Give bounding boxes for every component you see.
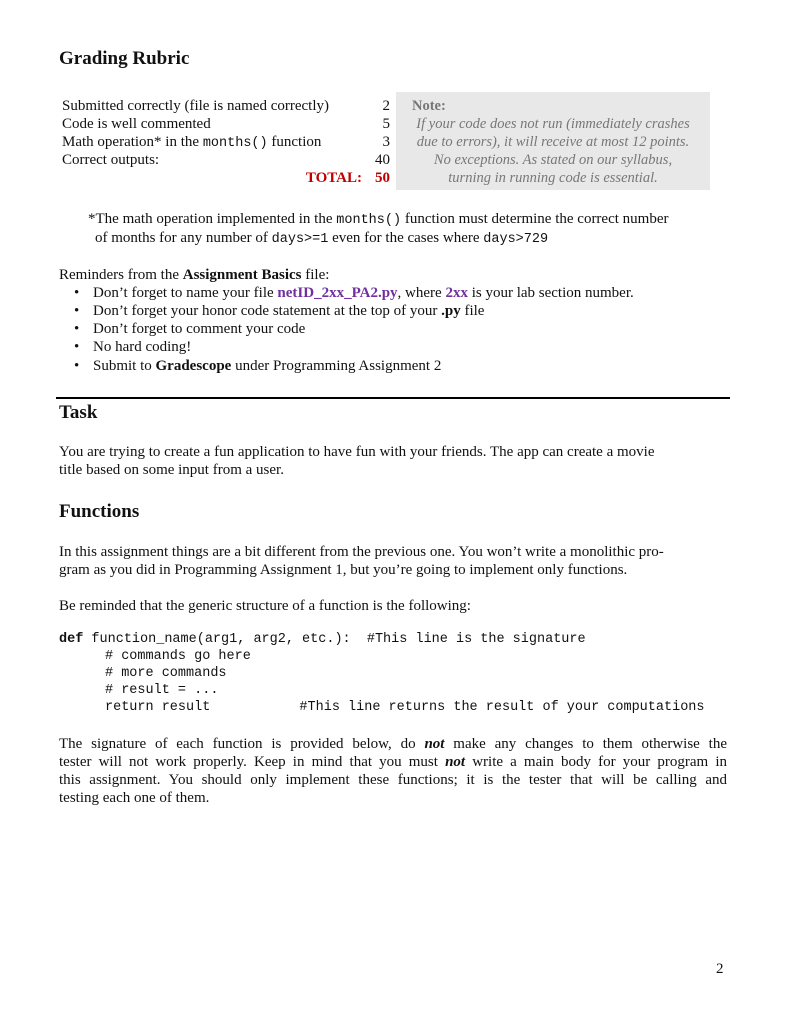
task-heading: Task (59, 402, 98, 423)
note-line: due to errors), it will receive at most 12 points. (416, 134, 690, 150)
page-number: 2 (716, 961, 724, 977)
task-paragraph: You are trying to create a fun application to have fun with your friends. The app can create a movie title based on some input from a user. (59, 444, 655, 478)
rubric-points: 3 (382, 134, 390, 150)
rubric-row (62, 151, 394, 169)
signature-paragraph: The signature of each function is provided below, do not make any changes to them otherwise the tester will not work properly. Keep in mind that you must not write a main body for your program in this assignment. You should only implement these functions; it is the tester that will be calling and testing each one of them. (59, 736, 727, 806)
reminder-item: • Don’t forget your honor code statement at the top of your .py file (76, 302, 484, 320)
code-line: return result #This line returns the result of your computations (105, 700, 705, 715)
rubric-row (62, 115, 394, 133)
rubric-total-value: 50 (375, 170, 390, 186)
note-title: Note: (412, 98, 446, 114)
functions-reminder-paragraph: Be reminded that the generic structure of a function is the following: (59, 598, 471, 614)
note-line: turning in running code is essential. (448, 170, 658, 186)
rubric-footnote-line1: *The math operation implemented in the months() function must determine the correct number (88, 211, 669, 228)
reminder-item: • No hard coding! (76, 338, 191, 356)
rubric-label: Submitted correctly (file is named correctly) (62, 98, 329, 114)
rubric-total-label: TOTAL: (305, 170, 362, 186)
rubric-total-row (62, 169, 394, 187)
rubric-points: 5 (382, 116, 390, 132)
code-line: def function_name(arg1, arg2, etc.): #This line is the signature (59, 632, 586, 647)
rubric-row (62, 133, 394, 151)
rubric-row (62, 97, 394, 115)
note-line: No exceptions. As stated on our syllabus, (433, 152, 673, 168)
reminder-item: • Don’t forget to name your file netID_2xx_PA2.py, where 2xx is your lab section number. (76, 284, 634, 302)
reminder-item: • Submit to Gradescope under Programming Assignment 2 (76, 357, 441, 375)
rubric-points: 40 (375, 152, 390, 168)
code-line: # more commands (105, 666, 227, 681)
section-divider (56, 397, 730, 399)
note-line: If your code does not run (immediately crashes (416, 116, 690, 132)
rubric-label: Math operation* in the months() function (62, 134, 322, 151)
section-highlight: 2xx (445, 285, 468, 301)
rubric-label: Correct outputs: (62, 152, 160, 168)
code-line: # result = ... (105, 683, 219, 698)
functions-intro-paragraph: In this assignment things are a bit different from the previous one. You won’t write a monolithic pro- gram as you did in Programming Assignment 1, but you’re going to implement only functions. (59, 544, 664, 578)
code-line: # commands go here (105, 649, 251, 664)
rubric-points: 2 (382, 98, 390, 114)
functions-heading: Functions (59, 501, 140, 522)
note-box (396, 92, 710, 190)
reminder-item: • Don’t forget to comment your code (76, 320, 305, 338)
rubric-footnote-line2: of months for any number of days>=1 even for the cases where days>729 (95, 230, 549, 247)
rubric-label: Code is well commented (62, 116, 211, 132)
filename-highlight: netID_2xx_PA2.py (277, 285, 398, 301)
rubric-heading: Grading Rubric (59, 48, 190, 69)
reminders-intro: Reminders from the Assignment Basics file: (59, 267, 330, 283)
